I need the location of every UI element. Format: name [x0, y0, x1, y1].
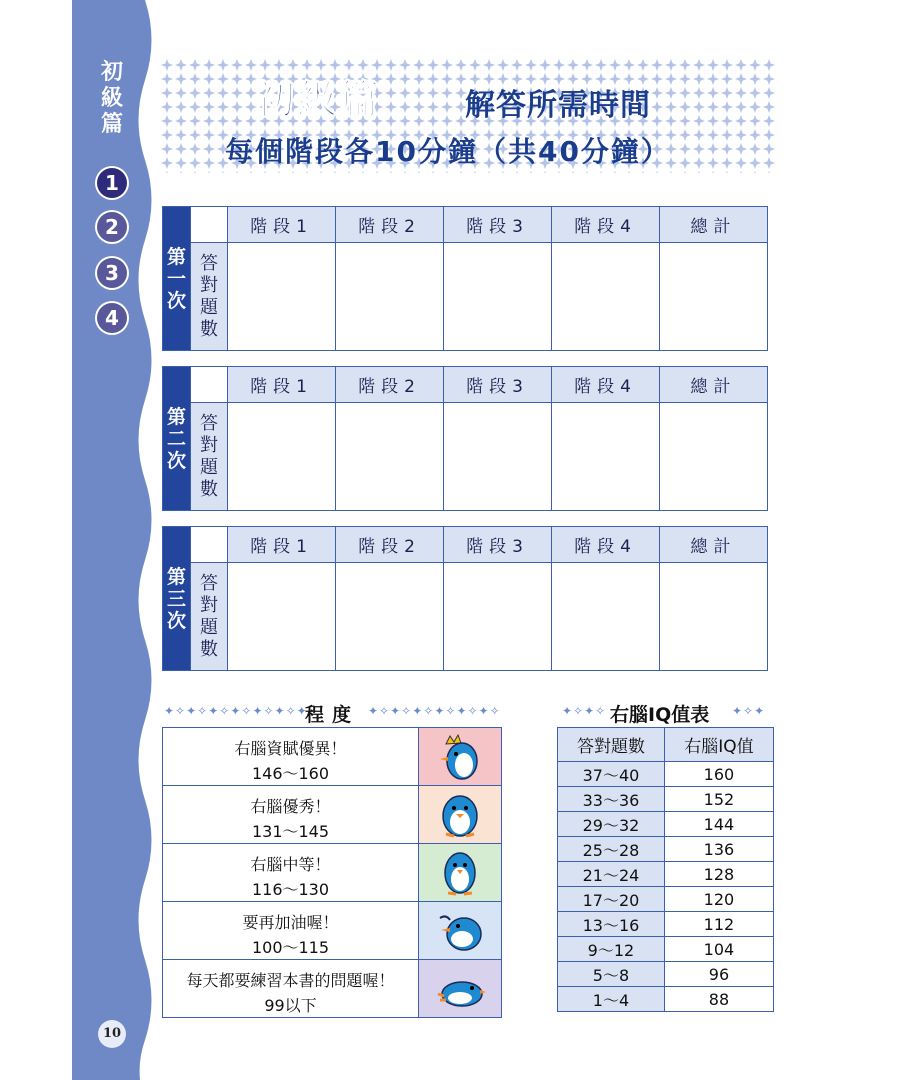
- row-label: 答對題數: [191, 243, 228, 351]
- iq-range: 37〜40: [558, 762, 665, 787]
- level-label: 右腦資賦優異！: [234, 739, 347, 758]
- iq-range: 17〜20: [558, 887, 665, 912]
- score-cell-total[interactable]: [660, 403, 768, 511]
- iq-value: 96: [664, 962, 773, 987]
- iq-value: 136: [664, 837, 773, 862]
- score-cell-total[interactable]: [660, 563, 768, 671]
- penguin-standing-icon: [418, 844, 501, 901]
- round-label: 第三次: [163, 527, 191, 671]
- level-range: 116〜130: [251, 880, 330, 899]
- iq-value: 88: [664, 987, 773, 1012]
- iq-value: 128: [664, 862, 773, 887]
- column-header: 階段1: [228, 367, 336, 403]
- column-header: 階段2: [336, 367, 444, 403]
- score-cell-stage-4[interactable]: [552, 563, 660, 671]
- step-2-badge[interactable]: 2: [97, 212, 127, 242]
- sidebar: [0, 0, 160, 1080]
- levels-title: 程度: [305, 704, 360, 726]
- page-number: 10: [98, 1020, 126, 1048]
- row-label: 答對題數: [191, 403, 228, 511]
- iq-table-title: 右腦IQ值表: [610, 704, 710, 726]
- page-title: 初級篇: [255, 77, 381, 123]
- step-3-badge[interactable]: 3: [97, 258, 127, 288]
- level-label: 每天都要練習本書的問題喔！: [186, 971, 395, 990]
- column-header: 階段2: [336, 207, 444, 243]
- iq-value: 104: [664, 937, 773, 962]
- iq-range: 33〜36: [558, 787, 665, 812]
- score-cell-stage-3[interactable]: [444, 563, 552, 671]
- time-note: 每個階段各10分鐘（共40分鐘）: [225, 135, 671, 168]
- level-row: [163, 902, 501, 960]
- iq-header-correct: 答對題數: [558, 728, 665, 762]
- column-header: 階段1: [228, 207, 336, 243]
- iq-range: 1〜4: [558, 987, 665, 1012]
- score-cell-stage-1[interactable]: [228, 243, 336, 351]
- column-header: 總計: [660, 367, 768, 403]
- iq-range: 29〜32: [558, 812, 665, 837]
- column-header: 階段1: [228, 527, 336, 563]
- level-row: [163, 786, 501, 844]
- star-divider: ✦✧✦✧✦✧✦✧✦✧✦✧✦: [164, 704, 308, 718]
- level-range: 131〜145: [251, 822, 330, 841]
- column-header: 階段4: [552, 207, 660, 243]
- row-label: 答對題數: [191, 563, 228, 671]
- score-cell-stage-1[interactable]: [228, 403, 336, 511]
- page-subtitle: 解答所需時間: [465, 88, 651, 123]
- column-header: 階段3: [444, 367, 552, 403]
- step-1-badge[interactable]: 1: [97, 168, 127, 198]
- score-cell-total[interactable]: [660, 243, 768, 351]
- column-header: 階段4: [552, 527, 660, 563]
- round-label: 第一次: [163, 207, 191, 351]
- iq-range: 5〜8: [558, 962, 665, 987]
- sidebar-title: 初級篇: [100, 60, 123, 137]
- iq-value: 112: [664, 912, 773, 937]
- iq-value: 120: [664, 887, 773, 912]
- column-header: 階段3: [444, 527, 552, 563]
- record-table-round-2: [162, 366, 768, 511]
- penguin-lying-icon: [418, 960, 501, 1017]
- column-header: 總計: [660, 527, 768, 563]
- star-divider: ✦✧✦✧: [562, 704, 607, 718]
- step-4-badge[interactable]: 4: [97, 303, 127, 333]
- column-header: 階段2: [336, 527, 444, 563]
- level-label: 右腦優秀！: [250, 797, 331, 816]
- column-header: 階段3: [444, 207, 552, 243]
- score-cell-stage-1[interactable]: [228, 563, 336, 671]
- score-cell-stage-3[interactable]: [444, 403, 552, 511]
- round-label: 第二次: [163, 367, 191, 511]
- score-cell-stage-2[interactable]: [336, 243, 444, 351]
- iq-header-iq: 右腦IQ值: [664, 728, 773, 762]
- iq-value: 152: [664, 787, 773, 812]
- level-range: 99以下: [264, 996, 317, 1015]
- iq-range: 13〜16: [558, 912, 665, 937]
- iq-value: 160: [664, 762, 773, 787]
- score-cell-stage-3[interactable]: [444, 243, 552, 351]
- penguin-happy-icon: [418, 786, 501, 843]
- iq-value: 144: [664, 812, 773, 837]
- iq-table: [557, 727, 774, 1012]
- record-table-round-1: [162, 206, 768, 351]
- record-table-round-3: [162, 526, 768, 671]
- star-divider: ✦✧✦✧✦✧✦✧✦✧✦✧: [368, 704, 501, 718]
- level-label: 要再加油喔！: [242, 913, 339, 932]
- level-label: 右腦中等！: [250, 855, 331, 874]
- star-divider: ✦✧✦: [732, 704, 766, 718]
- level-range: 100〜115: [251, 938, 330, 957]
- iq-range: 25〜28: [558, 837, 665, 862]
- penguin-leaning-icon: [418, 902, 501, 959]
- level-row: [163, 844, 501, 902]
- column-header: 階段4: [552, 367, 660, 403]
- score-cell-stage-4[interactable]: [552, 403, 660, 511]
- penguin-king-icon: [418, 728, 501, 785]
- level-row: [163, 728, 501, 786]
- levels-table: [162, 727, 502, 1018]
- sidebar-wave-band: [0, 0, 160, 1080]
- level-range: 146〜160: [251, 764, 330, 783]
- header: [160, 58, 775, 173]
- score-cell-stage-2[interactable]: [336, 563, 444, 671]
- iq-range: 21〜24: [558, 862, 665, 887]
- iq-range: 9〜12: [558, 937, 665, 962]
- column-header: 總計: [660, 207, 768, 243]
- score-cell-stage-2[interactable]: [336, 403, 444, 511]
- level-row: [163, 960, 501, 1018]
- score-cell-stage-4[interactable]: [552, 243, 660, 351]
